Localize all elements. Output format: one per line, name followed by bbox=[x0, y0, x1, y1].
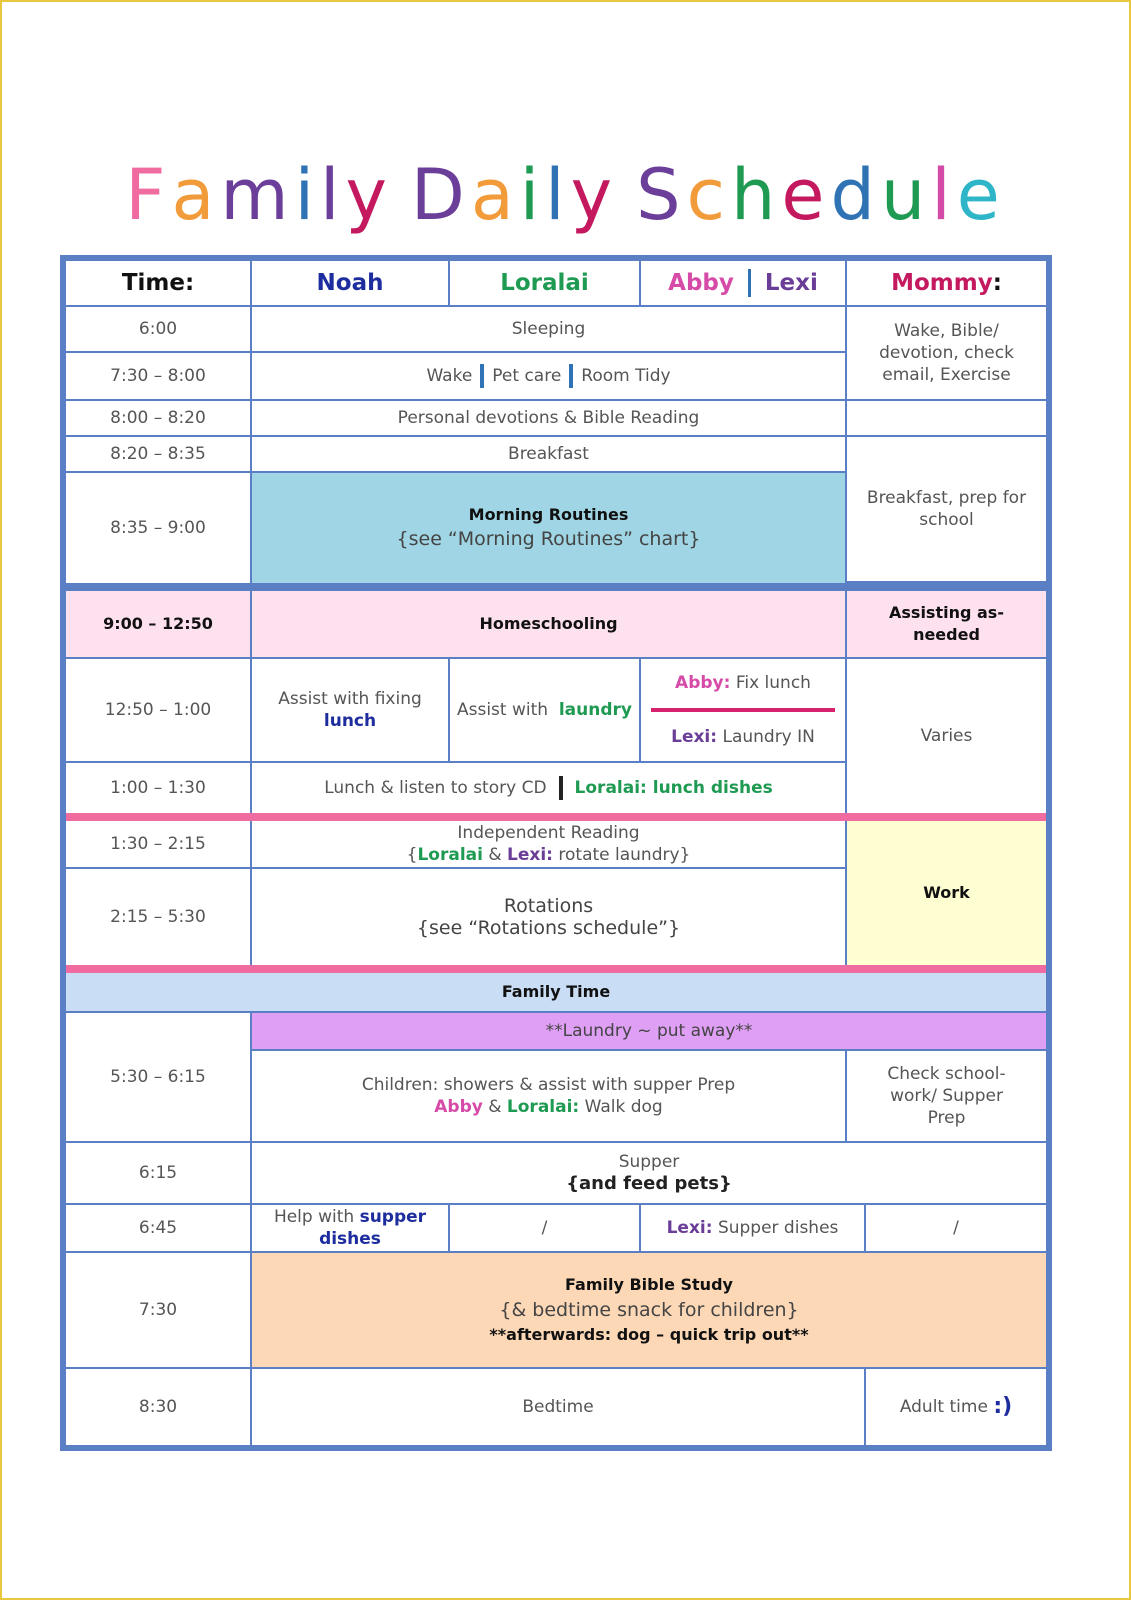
morning-routines-sub: {see “Morning Routines” chart} bbox=[396, 528, 701, 550]
wake-pet-room-cell bbox=[252, 353, 847, 401]
time-6-00: 6:00 bbox=[66, 307, 252, 353]
loralai-lunch-dishes: Loralai: lunch dishes bbox=[574, 778, 773, 798]
title-letter: m bbox=[220, 154, 295, 236]
breakfast-cell: Breakfast bbox=[252, 437, 847, 473]
sleeping-cell: Sleeping bbox=[252, 307, 847, 353]
dog-trip-note: **afterwards: dog – quick trip out** bbox=[489, 1325, 809, 1344]
walk-dog-line bbox=[434, 1096, 662, 1118]
page-title bbox=[0, 140, 1131, 250]
ampersand: & bbox=[482, 845, 508, 865]
homeschooling-cell: Homeschooling bbox=[252, 591, 847, 659]
family-time-banner: Family Time bbox=[66, 973, 1046, 1013]
loralai-supper-cell: / bbox=[450, 1205, 641, 1253]
header-lexi: Lexi bbox=[764, 270, 818, 296]
lexi-label: Lexi: bbox=[666, 1218, 713, 1238]
time-9-00: 9:00 – 12:50 bbox=[66, 591, 252, 659]
bedtime-cell: Bedtime bbox=[252, 1369, 866, 1445]
title-letter: h bbox=[731, 154, 782, 236]
title-letter: c bbox=[686, 154, 731, 236]
supper-dishes-bold: supper dishes bbox=[319, 1207, 427, 1249]
mommy-supper-cell: / bbox=[866, 1205, 1046, 1253]
abby-label: Abby: bbox=[675, 673, 731, 693]
header-time: Time: bbox=[66, 261, 252, 307]
rotations-title: Rotations bbox=[503, 895, 594, 917]
lexi-name: Lexi: bbox=[507, 845, 553, 865]
feed-pets-text: {and feed pets} bbox=[566, 1173, 732, 1194]
showers-supper-cell bbox=[252, 1051, 847, 1143]
title-letter: l bbox=[320, 154, 346, 236]
section-divider bbox=[66, 813, 1046, 821]
time-7-30-pm: 7:30 bbox=[66, 1253, 252, 1369]
time-12-50: 12:50 – 1:00 bbox=[66, 659, 252, 763]
laundry-put-away-cell: **Laundry ~ put away** bbox=[252, 1013, 1046, 1051]
rotate-laundry-line bbox=[407, 844, 691, 866]
title-letter: i bbox=[294, 154, 321, 236]
time-1-30: 1:30 – 2:15 bbox=[66, 821, 252, 869]
showers-text: Children: showers & assist with supper Prep bbox=[361, 1075, 736, 1095]
lexi-supper-task: Supper dishes bbox=[717, 1218, 839, 1238]
title-letter: a bbox=[470, 154, 520, 236]
time-5-30: 5:30 – 6:15 bbox=[66, 1013, 252, 1143]
assisting-cell: Assisting as-needed bbox=[847, 591, 1046, 659]
lexi-label: Lexi: bbox=[671, 727, 718, 747]
header-mommy-colon: : bbox=[992, 270, 1002, 296]
pet-care-text: Pet care bbox=[492, 366, 562, 386]
abby-task: Fix lunch bbox=[735, 673, 811, 693]
noah-lunch-cell bbox=[252, 659, 450, 763]
title-letter: y bbox=[570, 154, 619, 236]
supper-text: Supper bbox=[618, 1152, 680, 1172]
mommy-work-cell: Work bbox=[847, 821, 1046, 965]
independent-reading-cell bbox=[252, 821, 847, 869]
noah-lunch-pre: Assist with fixing bbox=[278, 689, 422, 709]
title-letter: a bbox=[171, 154, 221, 236]
divider bbox=[748, 269, 751, 297]
section-divider bbox=[66, 583, 1046, 591]
time-8-35: 8:35 – 9:00 bbox=[66, 473, 252, 583]
schedule-table bbox=[60, 255, 1052, 1451]
title-letter: i bbox=[519, 154, 546, 236]
loralai-name: Loralai bbox=[417, 845, 483, 865]
noah-supper-dishes-cell bbox=[252, 1205, 450, 1253]
rotations-cell bbox=[252, 869, 847, 965]
header-noah: Noah bbox=[252, 261, 450, 307]
adult-time-cell bbox=[866, 1369, 1046, 1445]
section-divider bbox=[66, 965, 1046, 973]
title-letter: l bbox=[931, 154, 957, 236]
time-1-00: 1:00 – 1:30 bbox=[66, 763, 252, 813]
morning-routines-cell bbox=[252, 473, 847, 583]
loralai-laundry-cell bbox=[450, 659, 641, 763]
lexi-laundry-line bbox=[671, 726, 815, 748]
abby-lunch-line bbox=[675, 672, 811, 694]
title-letter: u bbox=[880, 154, 932, 236]
bedtime-snack-text: {& bedtime snack for children} bbox=[499, 1299, 799, 1321]
divider bbox=[651, 708, 835, 712]
header-loralai: Loralai bbox=[450, 261, 641, 307]
title-letter: y bbox=[345, 154, 393, 236]
loralai-laundry-pre: Assist with bbox=[456, 700, 549, 720]
mommy-check-schoolwork-cell: Check school-work/ Supper Prep bbox=[847, 1051, 1046, 1143]
independent-reading-title: Independent Reading bbox=[457, 823, 640, 843]
time-6-45: 6:45 bbox=[66, 1205, 252, 1253]
title-letter: D bbox=[410, 154, 471, 236]
mommy-empty-cell bbox=[847, 401, 1046, 437]
ampersand: & bbox=[482, 1097, 507, 1117]
header-abby: Abby bbox=[668, 270, 734, 296]
brace: { bbox=[406, 845, 418, 865]
noah-supper-line bbox=[256, 1206, 444, 1250]
time-8-00: 8:00 – 8:20 bbox=[66, 401, 252, 437]
abby-name: Abby bbox=[434, 1097, 483, 1117]
lunch-story-text: Lunch & listen to story CD bbox=[324, 778, 547, 798]
wake-text: Wake bbox=[426, 366, 473, 386]
title-letter bbox=[393, 140, 411, 250]
walk-dog-text: Walk dog bbox=[579, 1097, 663, 1117]
loralai-name: Loralai: bbox=[506, 1097, 580, 1117]
title-letter: d bbox=[830, 154, 881, 236]
title-letter: e bbox=[956, 154, 1006, 236]
mommy-varies-cell: Varies bbox=[920, 726, 973, 746]
time-7-30: 7:30 – 8:00 bbox=[66, 353, 252, 401]
mommy-wake-cell: Wake, Bible/ devotion, check email, Exercise bbox=[847, 307, 1046, 401]
adult-time-text: Adult time bbox=[899, 1397, 988, 1417]
abby-lexi-lunch-cell bbox=[641, 659, 847, 763]
loralai-laundry-bold: laundry bbox=[558, 700, 632, 720]
title-letter: S bbox=[636, 154, 687, 236]
devotions-cell: Personal devotions & Bible Reading bbox=[252, 401, 847, 437]
header-mommy-cell bbox=[847, 261, 1046, 307]
lunch-story-cell bbox=[252, 763, 847, 813]
time-8-20: 8:20 – 8:35 bbox=[66, 437, 252, 473]
header-abby-lexi bbox=[641, 261, 847, 307]
lexi-task: Laundry IN bbox=[722, 727, 815, 747]
rotations-sub: {see “Rotations schedule”} bbox=[416, 917, 681, 939]
time-2-15: 2:15 – 5:30 bbox=[66, 869, 252, 965]
title-letter: e bbox=[781, 154, 831, 236]
title-letter bbox=[618, 140, 636, 250]
morning-routines-title: Morning Routines bbox=[468, 505, 629, 524]
divider bbox=[480, 364, 484, 388]
mommy-breakfast-cell: Breakfast, prep for school bbox=[847, 437, 1046, 583]
title-letter: F bbox=[125, 154, 172, 236]
smiley: :) bbox=[993, 1394, 1013, 1419]
time-6-15: 6:15 bbox=[66, 1143, 252, 1205]
bible-study-title: Family Bible Study bbox=[565, 1275, 733, 1294]
help-with-text: Help with bbox=[273, 1207, 355, 1227]
lexi-supper-dishes-cell bbox=[641, 1205, 866, 1253]
noah-lunch-bold: lunch bbox=[323, 711, 377, 731]
family-bible-study-cell bbox=[252, 1253, 1046, 1369]
supper-cell bbox=[252, 1143, 1046, 1205]
time-8-30: 8:30 bbox=[66, 1369, 252, 1445]
header-mommy: Mommy bbox=[891, 270, 993, 296]
divider bbox=[559, 776, 563, 800]
title-letter: l bbox=[545, 154, 571, 236]
room-tidy-text: Room Tidy bbox=[581, 366, 671, 386]
rotate-laundry-text: rotate laundry} bbox=[552, 845, 691, 865]
divider bbox=[569, 364, 573, 388]
